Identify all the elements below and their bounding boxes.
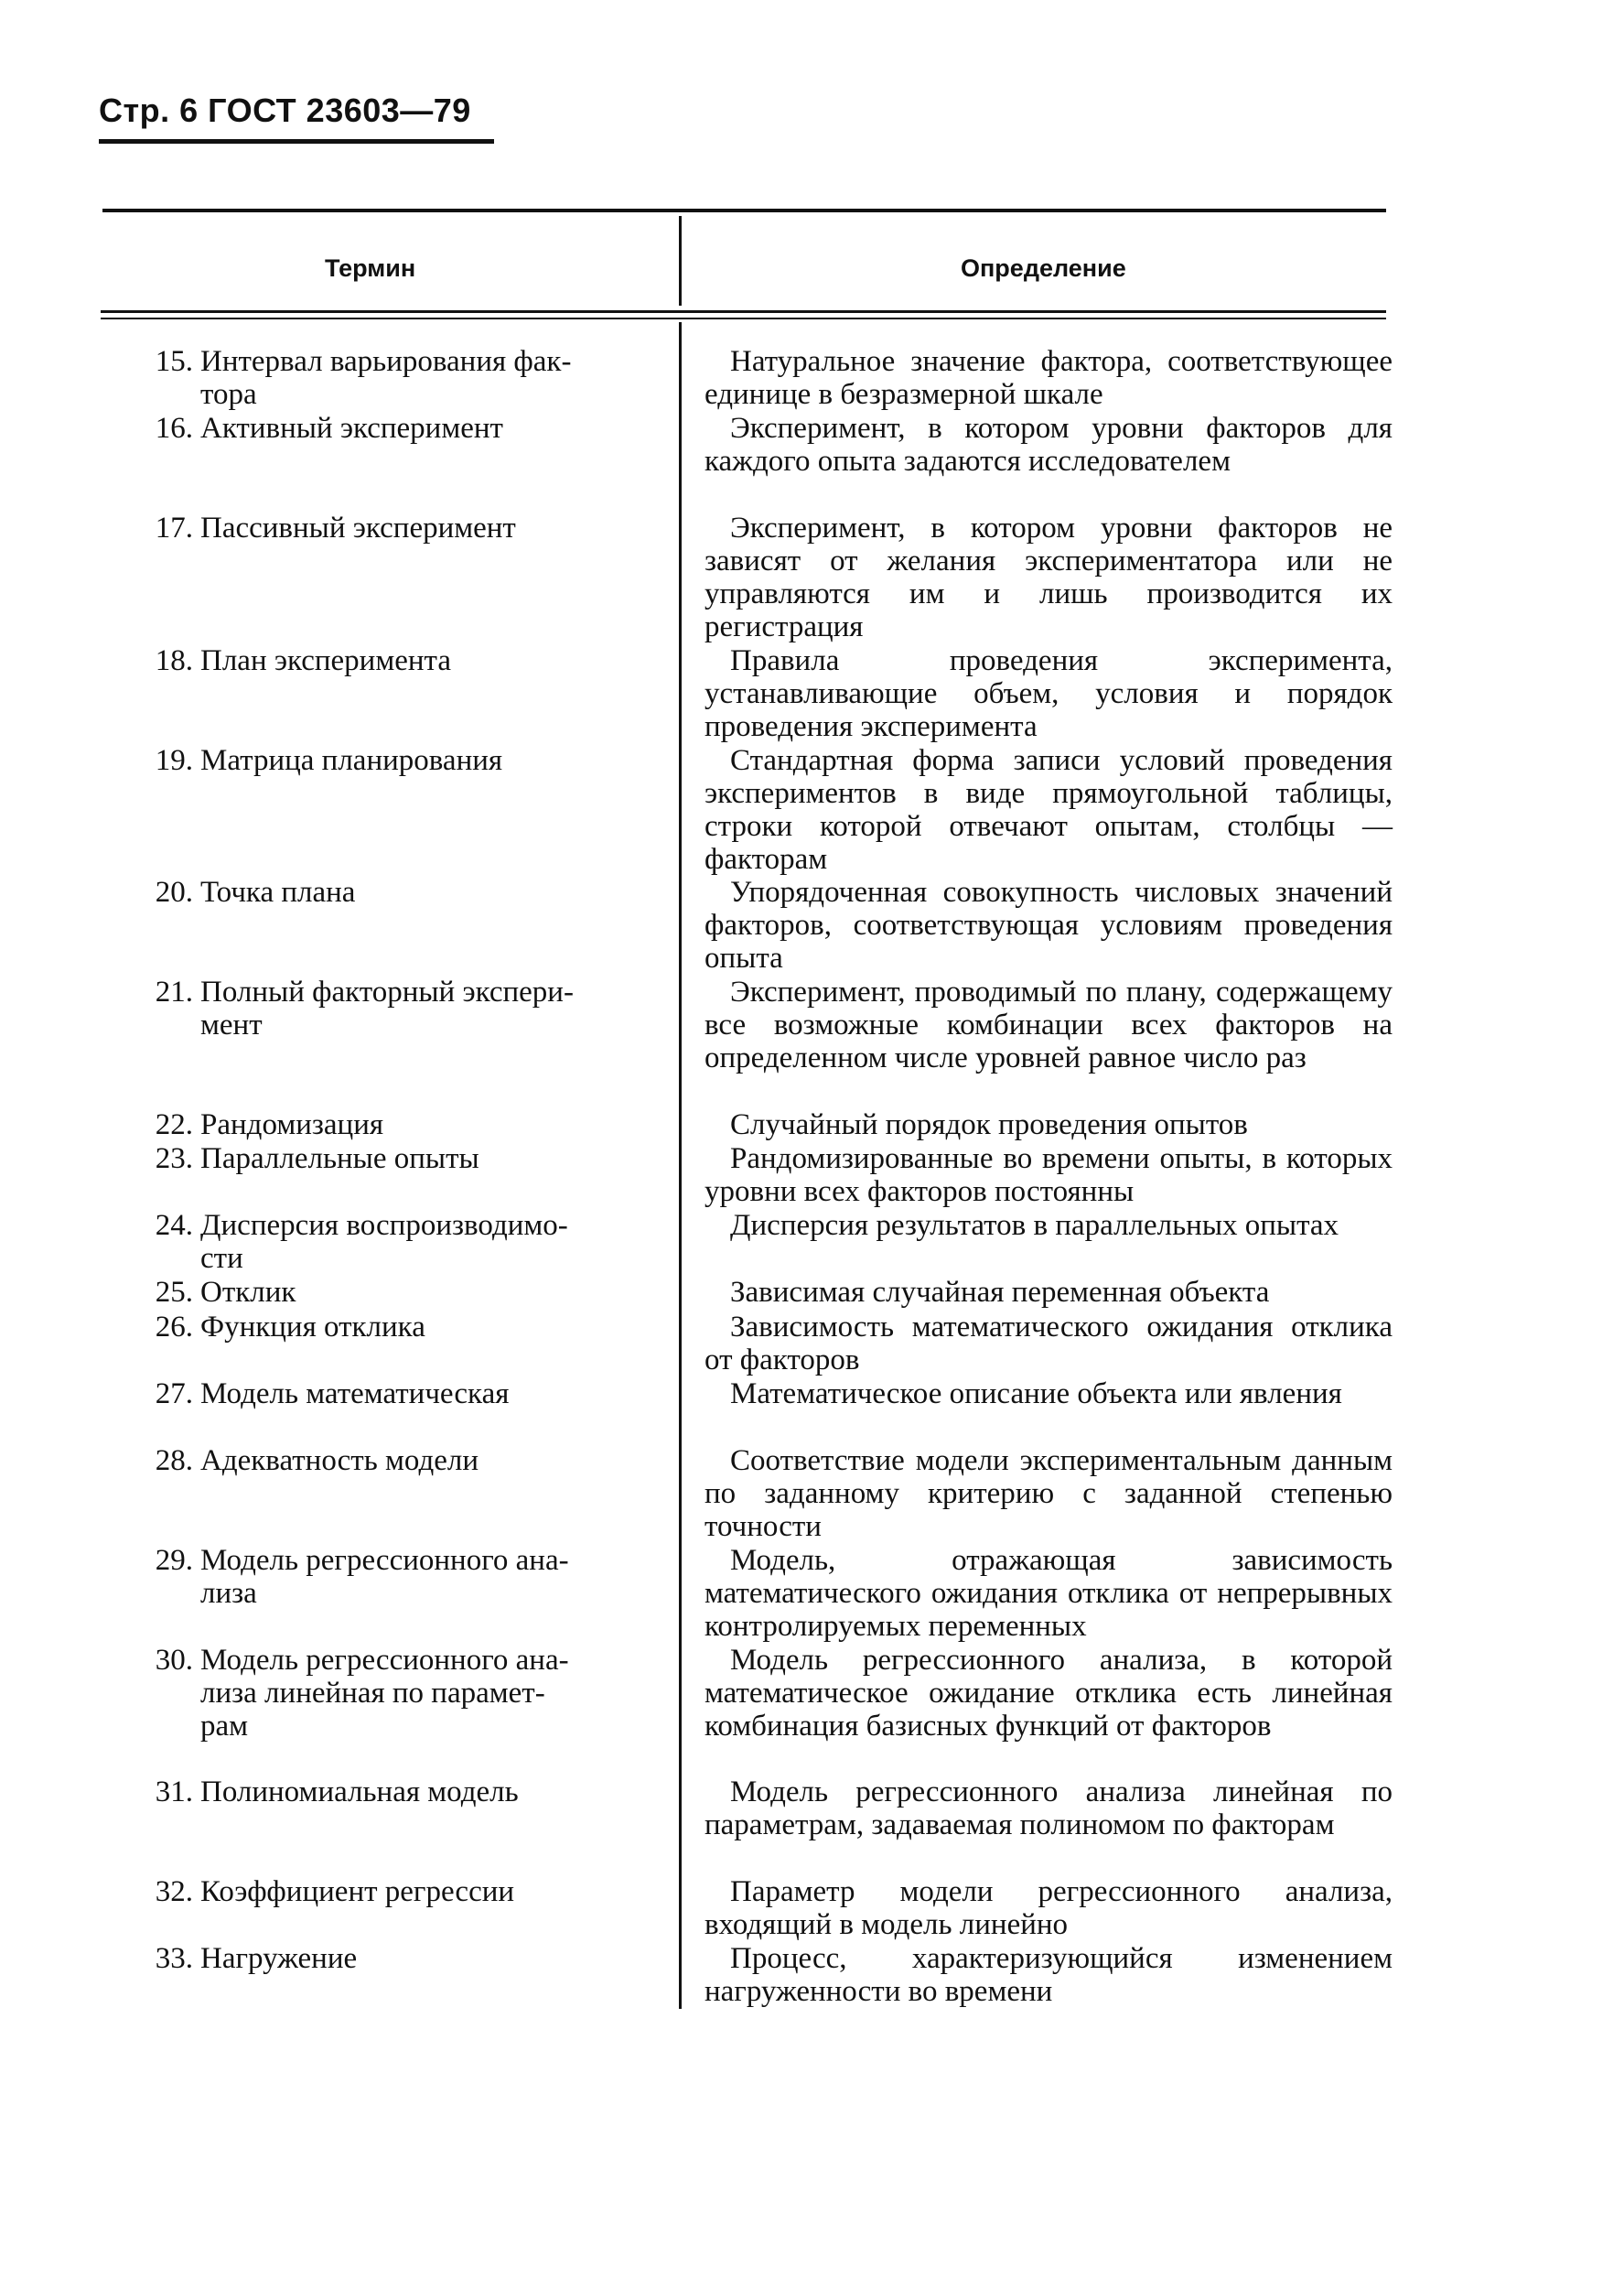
term-line xyxy=(133,1242,645,1275)
term-text: сти xyxy=(200,1242,243,1276)
definition-cell: Параметр модели регрессионного анализа, входящий в модель линейно xyxy=(704,1875,1393,1942)
term-number: 32. xyxy=(155,1875,193,1909)
term-number: 16. xyxy=(155,412,193,446)
term-line xyxy=(133,1276,645,1309)
term-number: 20. xyxy=(155,876,193,910)
term-number: 23. xyxy=(155,1142,193,1176)
definition-cell: Математическое описание объекта или явления xyxy=(730,1376,1342,1410)
term-line xyxy=(133,1677,645,1710)
header-double-rule-upper xyxy=(101,310,1386,313)
definition-cell: Модель регрессионного анализа линейная по параметрам, задаваемая полиномом по факторам xyxy=(704,1775,1393,1842)
definition-cell: Эксперимент, в котором уровни факторов не зависят от желания экспериментатора или не управляются им и лишь производится их регистрация xyxy=(704,512,1393,643)
definition-cell: Модель, отражающая зависимость математического ожидания отклика от непрерывных контролируемых переменных xyxy=(704,1543,1393,1643)
term-line xyxy=(133,876,645,909)
term-line xyxy=(133,976,645,1009)
term-text: Модель математическая xyxy=(200,1376,510,1410)
definition-cell: Дисперсия результатов в параллельных опытах xyxy=(730,1209,1339,1243)
term-number: 33. xyxy=(155,1942,193,1976)
term-number: 21. xyxy=(155,976,193,1009)
term-text: рам xyxy=(200,1709,249,1743)
term-cell xyxy=(133,1108,645,1141)
definition-cell: Стандартная форма записи условий проведения экспериментов в виде прямоугольной таблицы, строки которой отвечают опытам, столбцы — факторам xyxy=(704,743,1393,876)
term-line xyxy=(133,1377,645,1410)
term-cell xyxy=(133,1311,645,1344)
term-cell xyxy=(133,1276,645,1309)
term-text: лиза линейная по парамет- xyxy=(200,1676,545,1710)
term-cell xyxy=(133,1209,645,1275)
term-number: 29. xyxy=(155,1543,193,1577)
term-cell xyxy=(133,512,645,545)
term-line xyxy=(133,1644,645,1677)
term-number: 15. xyxy=(155,345,193,378)
column-divider-head xyxy=(679,216,682,306)
term-text: Рандомизация xyxy=(200,1107,384,1141)
term-cell xyxy=(133,345,645,411)
term-line xyxy=(133,512,645,545)
term-text: Полиномиальная модель xyxy=(200,1775,519,1809)
term-text: лиза xyxy=(200,1576,257,1610)
header-underline xyxy=(99,139,494,144)
definition-cell: Натуральное значение фактора, соответствующее единице в безразмерной шкале xyxy=(704,345,1393,411)
term-number: 25. xyxy=(155,1276,193,1310)
term-cell xyxy=(133,1875,645,1908)
term-line xyxy=(133,1710,645,1743)
term-text: Пассивный эксперимент xyxy=(200,512,516,545)
term-line xyxy=(133,1444,645,1477)
definition-cell: Соответствие модели экспериментальным данным по заданному критерию с заданной степенью точности xyxy=(704,1443,1393,1543)
term-number: 22. xyxy=(155,1107,193,1141)
term-line xyxy=(133,1108,645,1141)
term-text: Дисперсия воспроизводимо- xyxy=(200,1209,568,1243)
term-line xyxy=(133,744,645,777)
term-text: Матрица планирования xyxy=(200,743,503,777)
column-header-term: Термин xyxy=(325,254,416,282)
definition-cell: Эксперимент, в котором уровни факторов для каждого опыта задаются исследователем xyxy=(704,412,1393,479)
definition-cell: Правила проведения эксперимента, устанавливающие объем, условия и порядок проведения эксперимента xyxy=(704,643,1393,743)
definition-cell: Зависимая случайная переменная объекта xyxy=(730,1276,1270,1310)
term-number: 24. xyxy=(155,1209,193,1243)
term-cell xyxy=(133,1775,645,1808)
term-text: Активный эксперимент xyxy=(200,412,503,446)
term-text: Коэффициент регрессии xyxy=(200,1875,515,1909)
term-cell xyxy=(133,744,645,777)
term-line xyxy=(133,412,645,445)
term-text: Точка плана xyxy=(200,876,356,910)
term-cell xyxy=(133,1444,645,1477)
term-number: 31. xyxy=(155,1775,193,1809)
page-header: Стр. 6 ГОСТ 23603—79 xyxy=(99,92,471,129)
term-line xyxy=(133,1142,645,1175)
term-text: Нагружение xyxy=(200,1942,358,1976)
term-text: тора xyxy=(200,378,257,411)
term-text: Полный факторный экспери- xyxy=(200,976,574,1009)
term-line xyxy=(133,1775,645,1808)
term-number: 19. xyxy=(155,743,193,777)
term-cell xyxy=(133,1644,645,1743)
term-cell xyxy=(133,1142,645,1175)
term-number: 27. xyxy=(155,1376,193,1410)
definition-cell: Зависимость математического ожидания отклика от факторов xyxy=(704,1310,1393,1376)
definition-cell: Случайный порядок проведения опытов xyxy=(730,1107,1248,1141)
term-line xyxy=(133,1311,645,1344)
term-text: Интервал варьирования фак- xyxy=(200,345,572,378)
term-text: Функция отклика xyxy=(200,1310,425,1344)
term-cell xyxy=(133,412,645,445)
term-number: 28. xyxy=(155,1443,193,1477)
term-cell xyxy=(133,644,645,677)
term-line xyxy=(133,1544,645,1577)
term-cell xyxy=(133,1942,645,1975)
definition-cell: Упорядоченная совокупность числовых значений факторов, соответствующая условиям проведения опыта xyxy=(704,876,1393,976)
term-text: Модель регрессионного ана- xyxy=(200,1643,569,1677)
term-text: Адекватность модели xyxy=(200,1443,479,1477)
term-text: Отклик xyxy=(200,1276,296,1310)
term-cell xyxy=(133,1544,645,1610)
term-cell xyxy=(133,876,645,909)
term-text: План эксперимента xyxy=(200,643,452,677)
definition-cell: Модель регрессионного анализа, в которой математическое ожидание отклика есть линейная комбинация базисных функций от факторов xyxy=(704,1643,1393,1743)
term-line xyxy=(133,1009,645,1041)
term-line xyxy=(133,644,645,677)
term-line xyxy=(133,345,645,378)
term-line xyxy=(133,378,645,411)
term-line xyxy=(133,1577,645,1610)
term-number: 17. xyxy=(155,512,193,545)
term-cell xyxy=(133,1377,645,1410)
definition-cell: Процесс, характеризующийся изменением нагруженности во времени xyxy=(704,1942,1393,2009)
table-top-rule xyxy=(102,209,1386,212)
term-text: мент xyxy=(200,1009,263,1042)
term-cell xyxy=(133,976,645,1041)
term-line xyxy=(133,1942,645,1975)
term-text: Модель регрессионного ана- xyxy=(200,1543,569,1577)
term-number: 30. xyxy=(155,1643,193,1677)
definition-cell: Эксперимент, проводимый по плану, содержащему все возможные комбинации всех факторов на определенном числе уровней равное число раз xyxy=(704,976,1393,1075)
term-line xyxy=(133,1209,645,1242)
term-text: Параллельные опыты xyxy=(200,1142,479,1176)
term-line xyxy=(133,1875,645,1908)
term-number: 26. xyxy=(155,1310,193,1344)
term-number: 18. xyxy=(155,643,193,677)
column-divider-body xyxy=(679,322,682,2009)
column-header-definition: Определение xyxy=(961,254,1126,282)
definition-cell: Рандомизированные во времени опыты, в которых уровни всех факторов постоянны xyxy=(704,1142,1393,1209)
header-double-rule-lower xyxy=(101,318,1386,319)
